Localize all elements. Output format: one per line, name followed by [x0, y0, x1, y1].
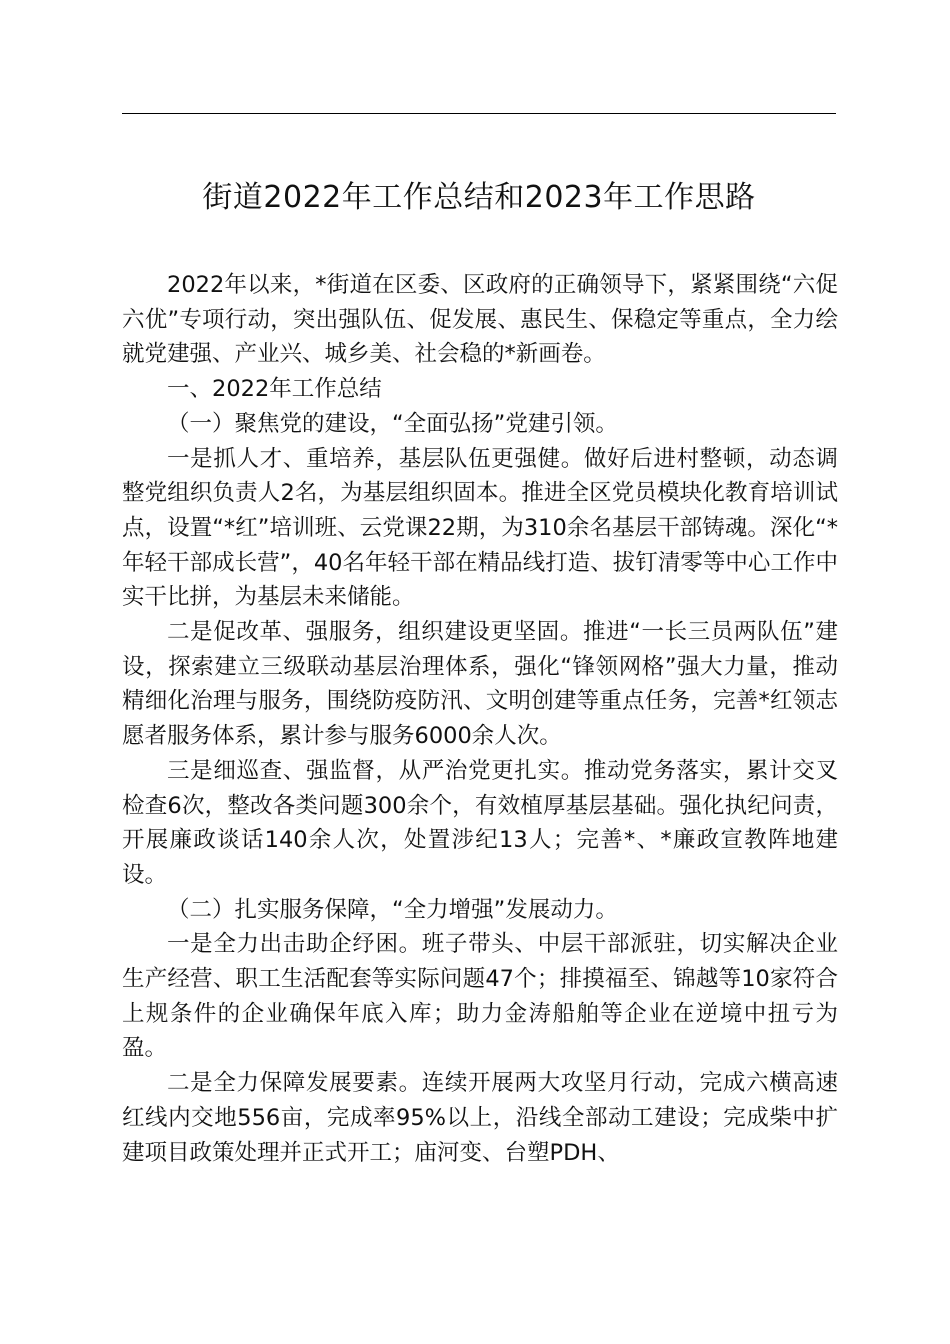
document-title: 街道2022年工作总结和2023年工作思路 [202, 180, 756, 215]
paragraph: 三是细巡查、强监督，从严治党更扎实。推动党务落实，累计交叉检查6次，整改各类问题300余个，有效植厚基层基础。强化执纪问责，开展廉政谈话140余人次，处置涉纪13人；完善*、*廉政宣教阵地建设。 [122, 757, 838, 888]
header-rule [122, 113, 836, 114]
section-heading: 一、2022年工作总结 [167, 376, 382, 403]
subsection-heading: （二）扎实服务保障，“全力增强”发展动力。 [167, 896, 618, 923]
paragraph: 一是全力出击助企纾困。班子带头、中层干部派驻，切实解决企业生产经营、职工生活配套等实际问题47个；排摸福至、锦越等10家符合上规条件的企业确保年底入库；助力金涛船舶等企业在逆境中扭亏为盈。 [122, 931, 838, 1062]
paragraph-intro: 2022年以来，*街道在区委、区政府的正确领导下，紧紧围绕“六促六优”专项行动，突出强队伍、促发展、惠民生、保稳定等重点，全力绘就党建强、产业兴、城乡美、社会稳的*新画卷。 [122, 272, 838, 368]
subsection-heading: （一）聚焦党的建设，“全面弘扬”党建引领。 [167, 410, 618, 437]
document-body [122, 268, 838, 1170]
paragraph: 二是促改革、强服务，组织建设更坚固。推进“一长三员两队伍”建设，探索建立三级联动基层治理体系，强化“锋领网格”强大力量，推动精细化治理与服务，围绕防疫防汛、文明创建等重点任务，完善*红领志愿者服务体系，累计参与服务6000余人次。 [122, 619, 838, 750]
paragraph: 一是抓人才、重培养，基层队伍更强健。做好后进村整顿，动态调整党组织负责人2名，为基层组织固本。推进全区党员模块化教育培训试点，设置“*红”培训班、云党课22期，为310余名基层干部铸魂。深化“*年轻干部成长营”，40名年轻干部在精品线打造、拔钉清零等中心工作中实干比拼，为基层未来储能。 [122, 445, 838, 611]
paragraph: 二是全力保障发展要素。连续开展两大攻坚月行动，完成六横高速红线内交地556亩，完成率95%以上，沿线全部动工建设；完成柴中扩建项目政策处理并正式开工；庙河变、台塑PDH、 [122, 1070, 838, 1166]
